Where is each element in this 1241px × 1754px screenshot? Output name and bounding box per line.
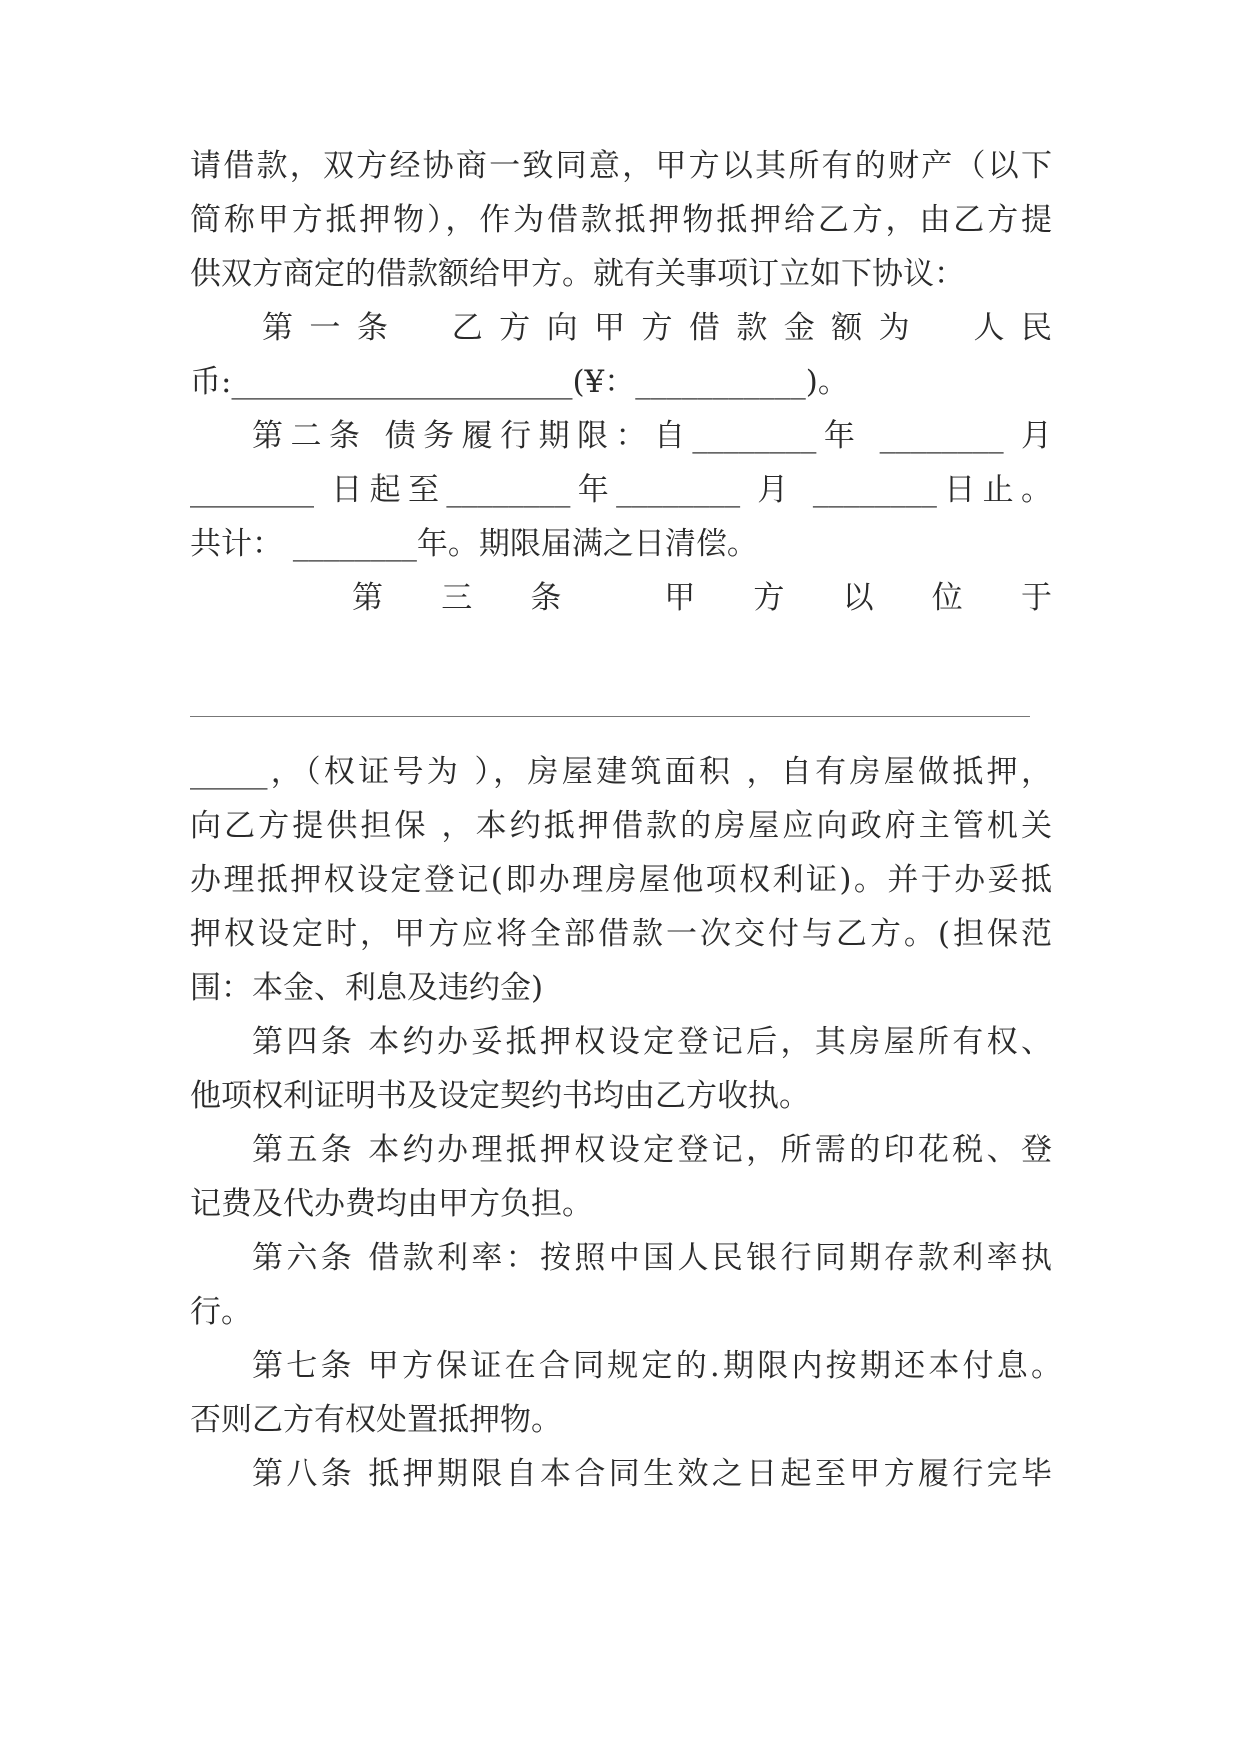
article-3-heading: 第 三 条 甲 方 以 位 于	[352, 580, 1052, 616]
text-line: 记费及代办费均由甲方负担。	[190, 1186, 593, 1222]
article-7: 第七条 甲方保证在合同规定的.期限内按期还本付息。	[252, 1348, 1062, 1384]
text-line: 简称甲方抵押物），作为借款抵押物抵押给乙方，由乙方提	[190, 202, 1052, 238]
article-1-amount-line: 币:______________________(¥：___________)。	[190, 364, 849, 400]
article-2-total: 共计： ________年。期限届满之日清偿。	[190, 526, 758, 562]
text-line: 向乙方提供担保 ，本约抵押借款的房屋应向政府主管机关	[190, 808, 1052, 844]
article-4: 第四条 本约办妥抵押权设定登记后，其房屋所有权、	[252, 1024, 1052, 1060]
text-line: 行。	[190, 1294, 252, 1330]
text-line: 供双方商定的借款额给甲方。就有关事项订立如下协议：	[190, 256, 965, 292]
text-line: 围：本金、利息及违约金)	[190, 970, 544, 1006]
article-2-dates: ________ 日起至________年________ 月 ________日止。	[190, 472, 1052, 508]
text-line: _____，（权证号为 ），房屋建筑面积 ，自有房屋做抵押，	[190, 754, 1052, 790]
text-line: 请借款，双方经协商一致同意，甲方以其所有的财产（以下	[190, 148, 1052, 184]
address-blank-line	[190, 716, 1030, 717]
article-5: 第五条 本约办理抵押权设定登记，所需的印花税、登	[252, 1132, 1052, 1168]
text-line: 押权设定时，甲方应将全部借款一次交付与乙方。(担保范	[190, 916, 1052, 952]
article-2-heading: 第二条 债务履行期限：自________年 ________ 月	[252, 418, 1052, 454]
article-6: 第六条 借款利率：按照中国人民银行同期存款利率执	[252, 1240, 1052, 1276]
text-line: 否则乙方有权处置抵押物。	[190, 1402, 562, 1438]
article-1-heading: 第一条 乙方向甲方借款金额为 人民	[262, 310, 1052, 346]
text-line: 他项权利证明书及设定契约书均由乙方收执。	[190, 1078, 810, 1114]
article-8: 第八条 抵押期限自本合同生效之日起至甲方履行完毕	[252, 1456, 1052, 1492]
text-line: 办理抵押权设定登记(即办理房屋他项权利证)。并于办妥抵	[190, 862, 1052, 898]
